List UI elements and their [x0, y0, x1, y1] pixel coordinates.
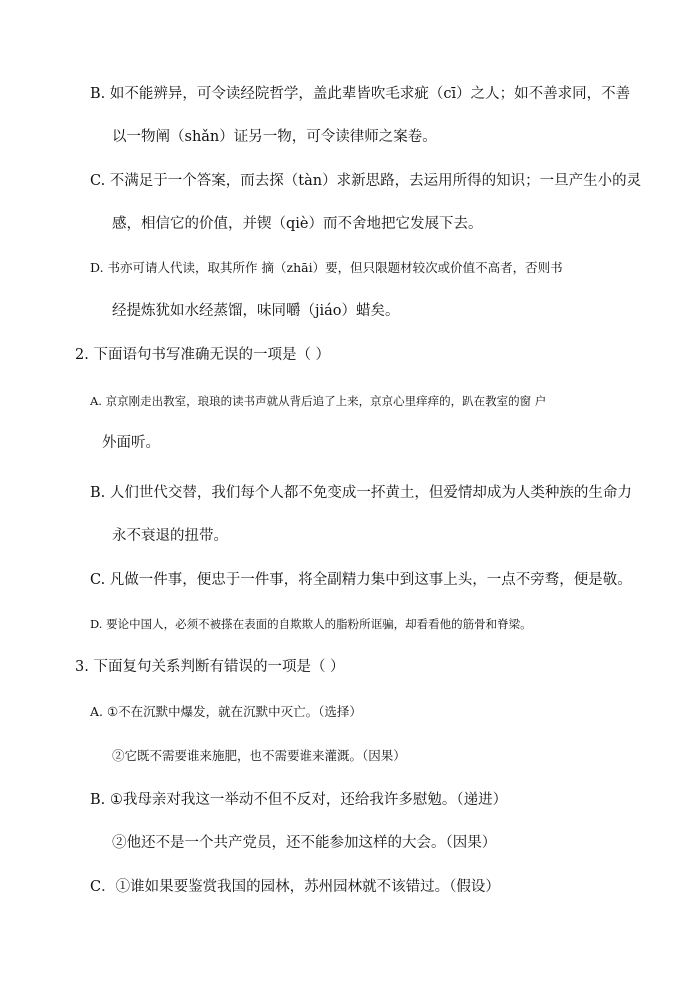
option-c-line-1: C. 不满足于一个答案，而去探（tàn）求新思路，去运用所得的知识；一旦产生小的灵 [90, 173, 642, 189]
q3-option-a-line-1: A. ①不在沉默中爆发，就在沉默中灭亡。（选择） [90, 704, 362, 719]
option-b-line-2: 以一物阐（shǎn）证另一物，可令读律师之案卷。 [112, 129, 437, 145]
q2-option-b-line-1: B. 人们世代交替，我们每个人都不免变成一抔黄土，但爱情却成为人类种族的生命力 [90, 485, 632, 501]
q2-option-a-line-2: 外面听。 [102, 435, 160, 451]
q3-option-b-line-2: ②他还不是一个共产党员，还不能参加这样的大会。（因果） [112, 835, 497, 851]
option-c-line-2: 感，相信它的价值，并锲（qiè）而不舍地把它发展下去。 [112, 216, 483, 232]
option-b-line-1: B. 如不能辨异，可令读经院哲学，盖此辈皆吹毛求疵（cī）之人；如不善求同，不善 [90, 86, 631, 102]
q2-option-d: D. 要论中国人，必须不被搽在表面的自欺欺人的脂粉所诓骗，却看看他的筋骨和脊梁。 [90, 617, 532, 631]
q3-option-b-line-1: B. ①我母亲对我这一举动不但不反对，还给我许多慰勉。（递进） [90, 792, 508, 808]
q2-option-c: C. 凡做一件事，便忠于一件事，将全副精力集中到这事上头，一点不旁骛，便是敬。 [90, 572, 632, 588]
q3-option-a-line-2: ②它既不需要谁来施肥，也不需要谁来灌溉。（因果） [112, 748, 406, 763]
option-d-line-2: 经提炼犹如水经蒸馏，味同嚼（jiáo）蜡矣。 [112, 303, 400, 319]
q3-option-c-line-1: C．①谁如果要鉴赏我国的园林，苏州园林就不该错过。（假设） [90, 879, 500, 895]
q2-option-b-line-2: 永不衰退的扭带。 [112, 528, 228, 544]
q2-option-a-line-1: A. 京京刚走出教室，琅琅的读书声就从背后追了上来，京京心里痒痒的，趴在教室的窗 户 [90, 394, 547, 408]
option-d-line-1: D. 书亦可请人代读，取其所作 摘（zhāi）要，但只限题材较次或价值不高者，否则书 [90, 260, 563, 275]
question-2-stem: 2. 下面语句书写准确无误的一项是（ ） [75, 347, 331, 363]
question-3-stem: 3. 下面复句关系判断有错误的一项是（ ） [75, 659, 345, 675]
